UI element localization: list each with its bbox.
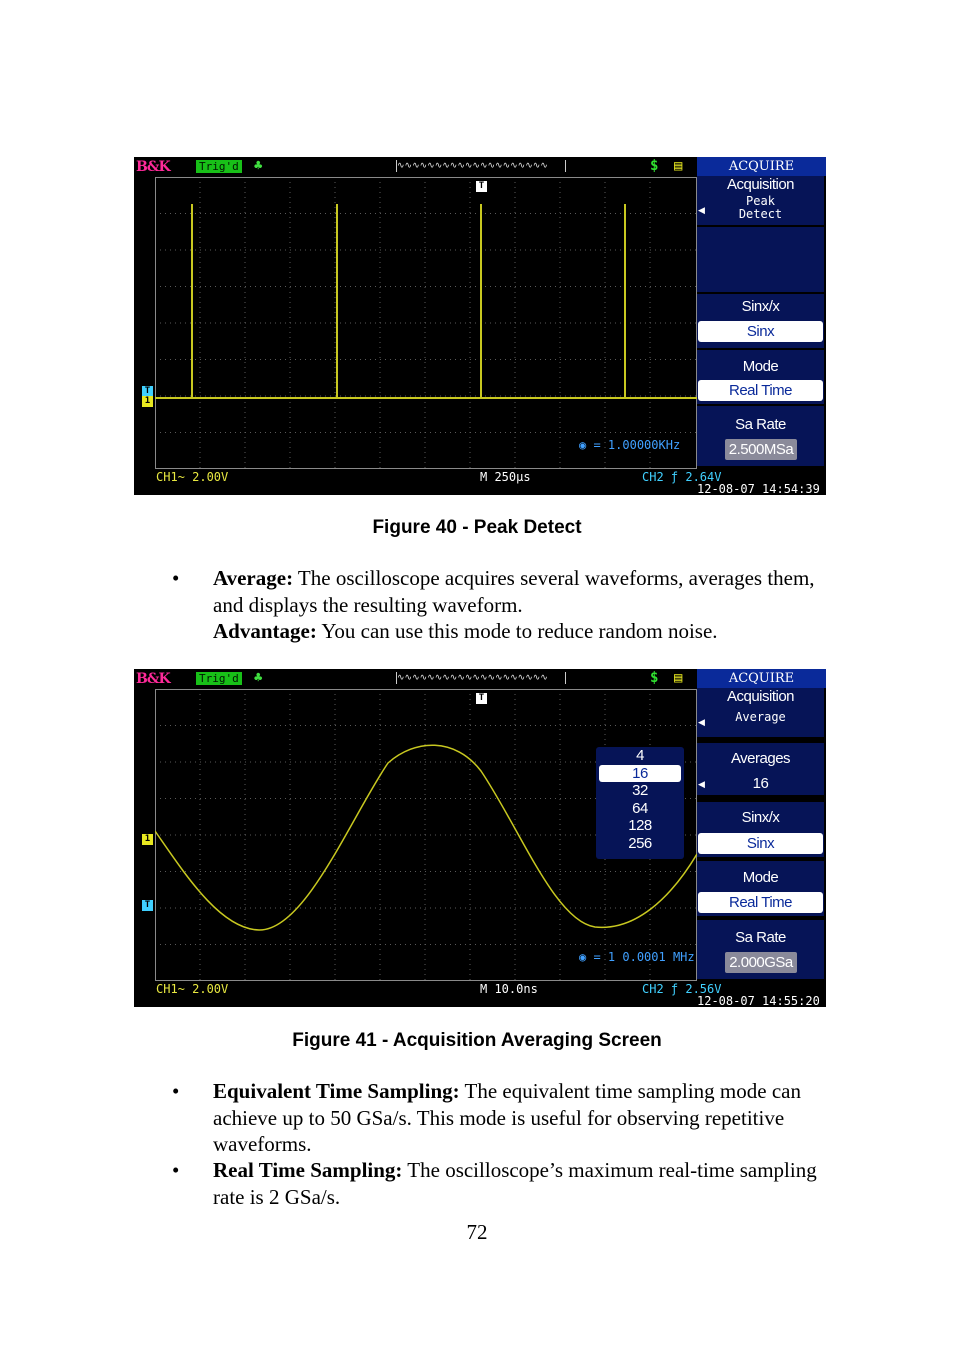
average-paragraph: Average: The oscilloscope acquires several waveforms, averages them, and displays the resulting waveform. Advantage: You can use this mode to reduce random noise. xyxy=(213,566,815,643)
sinx-button[interactable]: Sinx/x Sinx xyxy=(697,802,824,857)
trigger-position-marker: T xyxy=(476,181,487,192)
oscilloscope-screen-average xyxy=(134,669,826,1007)
averages-dropdown[interactable] xyxy=(596,747,684,859)
sa-rate-button[interactable]: Sa Rate 2.500MSa xyxy=(697,406,824,466)
acquisition-button[interactable]: Acquisition ◀ Average xyxy=(697,688,824,737)
bullet-rts: • xyxy=(172,1158,180,1182)
scope-status-footer xyxy=(134,982,826,1007)
ch1-scale: CH1~ 2.00V xyxy=(156,470,229,484)
timebase: M 10.0ns xyxy=(480,982,538,996)
printer-icon: ▤ xyxy=(674,158,683,174)
averages-option[interactable]: 64 xyxy=(632,799,648,817)
ch1-ground-marker: 1 xyxy=(142,396,153,407)
empty-softkey[interactable] xyxy=(697,227,824,292)
bullet-ets: • xyxy=(172,1079,180,1103)
mode-button[interactable]: Mode Real Time xyxy=(697,350,824,404)
scope-status-footer xyxy=(134,470,826,495)
ch1-ground-marker: 1 xyxy=(142,834,153,845)
waveform-grid-40 xyxy=(155,177,697,469)
memory-position-bar: ∿∿∿∿∿∿∿∿∿∿∿∿∿∿∿∿∿∿∿∿ xyxy=(396,672,566,684)
figure-40-caption: Figure 40 - Peak Detect xyxy=(372,517,582,538)
sa-rate-button[interactable]: Sa Rate 2.000GSa xyxy=(697,920,824,979)
trigger-level-marker: T xyxy=(142,900,153,911)
datetime: 12-08-07 14:55:20 xyxy=(697,994,820,1007)
left-arrow-icon: ◀ xyxy=(698,717,705,727)
menu-title: ACQUIRE xyxy=(697,157,826,176)
left-arrow-icon: ◀ xyxy=(698,779,705,789)
trigger-position-marker: T xyxy=(476,693,487,704)
acquire-menu xyxy=(697,669,826,1007)
status-bar xyxy=(134,669,696,689)
trigger-icon: ♣ xyxy=(254,670,263,686)
bullet-average: • xyxy=(172,566,180,590)
averages-option[interactable]: 4 xyxy=(636,747,644,764)
sinx-button[interactable]: Sinx/x Sinx xyxy=(697,294,824,348)
ch1-scale: CH1~ 2.00V xyxy=(156,982,229,996)
ets-paragraph: Equivalent Time Sampling: The equivalent time sampling mode can achieve up to 50 GSa/s. This mode is useful for observing repetitive waveforms. xyxy=(213,1079,801,1156)
trigger-level-marker: T xyxy=(142,386,153,397)
datetime: 12-08-07 14:54:39 xyxy=(697,482,820,495)
dollar-icon: $ xyxy=(650,158,659,174)
dollar-icon: $ xyxy=(650,670,659,686)
trigger-status-badge: Trig'd xyxy=(196,160,242,173)
figure-41-caption: Figure 41 - Acquisition Averaging Screen xyxy=(292,1030,662,1051)
status-bar xyxy=(134,157,696,177)
memory-position-bar: ∿∿∿∿∿∿∿∿∿∿∿∿∿∿∿∿∿∿∿∿ xyxy=(396,160,566,172)
acquisition-button[interactable]: Acquisition ◀ Peak Detect xyxy=(697,176,824,225)
averages-option[interactable]: 256 xyxy=(628,834,652,852)
page-number: 72 xyxy=(466,1220,488,1244)
acquire-menu xyxy=(697,157,826,495)
mode-button[interactable]: Mode Real Time xyxy=(697,861,824,916)
brand-logo: B&K xyxy=(136,159,170,175)
averages-option-selected[interactable]: 16 xyxy=(599,765,681,783)
frequency-readout: ◉ = 1 0.0001 MHz xyxy=(579,950,695,964)
trigger-status-badge: Trig'd xyxy=(196,672,242,685)
ch2-trigger-level: CH2 ƒ 2.56V xyxy=(642,982,722,996)
averages-button[interactable]: Averages ◀ 16 xyxy=(697,743,824,795)
averages-option[interactable]: 128 xyxy=(628,817,652,834)
trigger-icon: ♣ xyxy=(254,158,263,174)
left-arrow-icon: ◀ xyxy=(698,205,705,215)
ch2-trigger-level: CH2 ƒ 2.64V xyxy=(642,470,722,484)
averages-option[interactable]: 32 xyxy=(632,782,648,799)
oscilloscope-screen-peak-detect xyxy=(134,157,826,495)
printer-icon: ▤ xyxy=(674,670,683,686)
brand-logo: B&K xyxy=(136,671,170,687)
menu-title: ACQUIRE xyxy=(697,669,826,688)
rts-paragraph: Real Time Sampling: The oscilloscope’s maximum real-time sampling rate is 2 GSa/s. xyxy=(213,1158,817,1209)
frequency-readout: ◉ = 1.00000KHz xyxy=(579,438,681,452)
timebase: M 250μs xyxy=(480,470,531,484)
